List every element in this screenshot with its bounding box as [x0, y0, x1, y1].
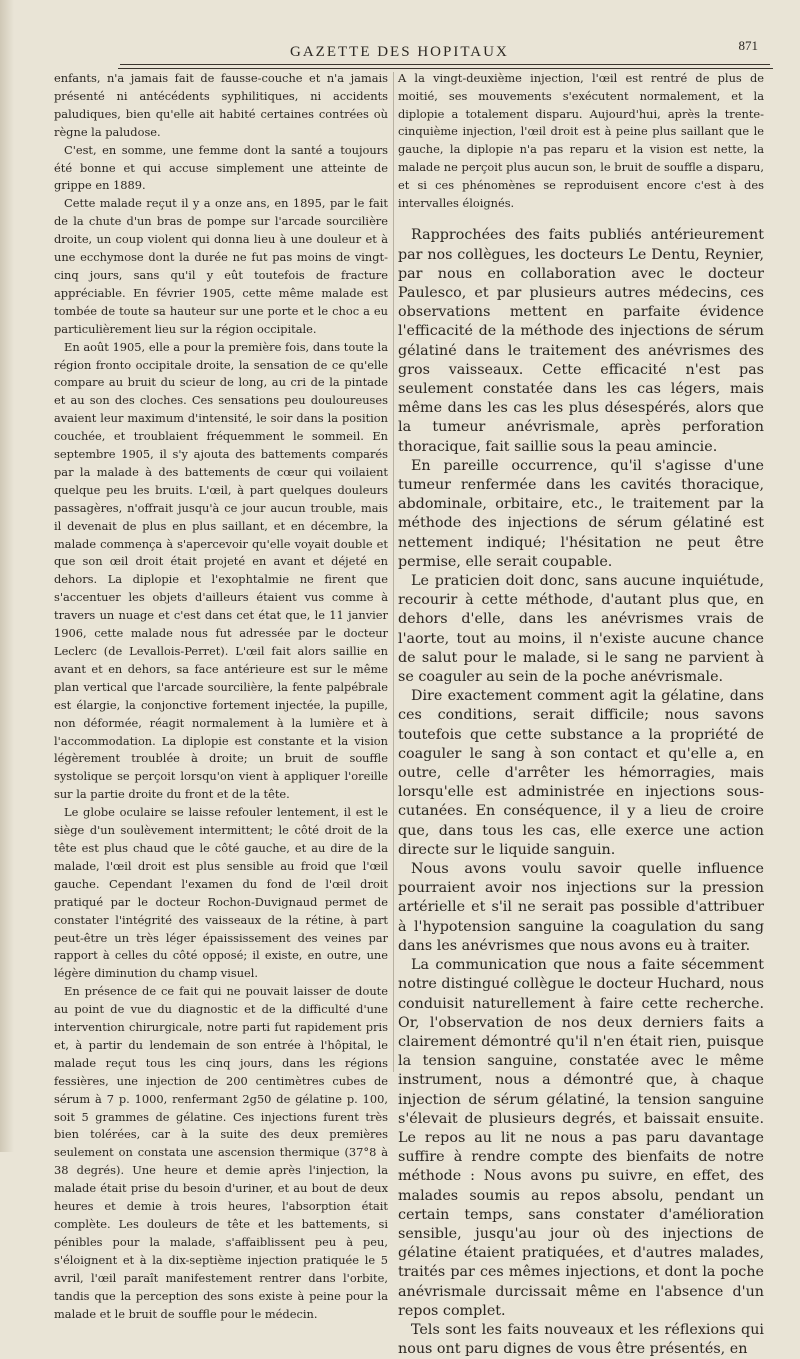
paragraph: En présence de ce fait qui ne pouvait laisser de doute au point de vue du diagnostic et de la difficulté d'une intervention chirurgicale, notre parti fut rapidement pris et, à partir du lendemain de son entrée à l'hôpital, le malade reçut tous les cinq jours, dans les régions fessières, une injection de 200 centimètres cubes de sérum à 7 p. 1000, renfermant 2g50 de gélatine p. 100, soit 5 grammes de gélatine. Ces injections furent très bien tolérées, car à la suite des deux premières seulement on constata une ascension thermique (37°8 à 38 degrés). Une heure et demie après l'injection, la malade était prise du besoin d'uriner, et au bout de deux heures et demie à trois heures, l'absorption était complète. Les douleurs de tête et les battements, si pénibles pour la malade, s'affaiblissent peu à peu, s'éloignent et à la dix-septième injection pratiquée le 5 avril, l'œil paraît manifestement rentrer dans l'orbite, tandis que la perception des sons existe à peine pour la malade et le bruit de souffle pour le médecin.: [54, 984, 388, 1321]
paragraph: Dire exactement comment agit la gélatine, dans ces conditions, serait difficile; nous savons toutefois que cette substance a la propriété de coaguler le sang à son contact et qu'elle a, en outre, celle d'arrêter les hémorragies, mais lorsqu'elle est administrée en injections sous-cutanées. En conséquence, il y a lieu de croire que, dans tous les cas, elle exerce une action directe sur le liquide sanguin.: [398, 688, 764, 858]
page-header: [40, 38, 770, 66]
header-rule: [120, 64, 770, 65]
paragraph: Le globe oculaire se laisse refouler lentement, il est le siège d'un soulèvement intermittent; le côté droit de la tête est plus chaud que le côté gauche, et au dire de la malade, l'œil droit est plus sensible au froid que l'œil gauche. Cependant l'examen du fond de l'œil droit pratiqué par le docteur Rochon-Duvignaud permet de constater l'intégrité des vaisseaux de la rétine, à part peut-être un très léger épaississement des veines par rapport à celles du côté opposé; il existe, en outre, une légère diminution du champ visuel.: [54, 805, 388, 981]
column-divider: [393, 72, 394, 1072]
paragraph: Rapprochées des faits publiés antérieurement par nos collègues, les docteurs Le Dentu, Reynier, par nous en collaboration avec le docteur Paulesco, et par plusieurs autres médecins, ces observations mettent en parfaite évidence l'efficacité de la méthode des injections de sérum gélatiné dans le traitement des anévrismes des gros vaisseaux. Cette efficacité n'est pas seulement constatée dans les cas légers, mais même dans les cas les plus désespérés, alors que la tumeur anévrismale, après perforation thoracique, fait saillie sous la peau amincie.: [398, 227, 764, 455]
paragraph: C'est, en somme, une femme dont la santé a toujours été bonne et qui accuse simplement une atteinte de grippe en 1889.: [54, 142, 388, 193]
paragraph: En août 1905, elle a pour la première fois, dans toute la région fronto occipitale droite, la sensation de ce qu'elle compare au bruit du scieur de long, au cri de la pintade et au son des cloches. Ces sensations peu douloureuses avaient leur maximum d'intensité, le soir dans la position couchée, et troublaient fréquemment le sommeil. En septembre 1905, il s'y ajouta des battements comparés par la malade à des battements de cœur qui voilaient quelque peu les bruits. L'œil, à part quelques douleurs passagères, n'offrait jusqu'à ce jour aucun trouble, mais il devenait de plus en plus saillant, et en décembre, la malade commença à s'apercevoir qu'elle voyait double et que son œil droit était projeté en avant et déjeté en dehors. La diplopie et l'exophtalmie ne firent que s'accentuer les objets d'ailleurs étaient vus comme à travers un nuage et c'est dans cet état que, le 11 janvier 1906, cette malade nous fut adressée par le docteur Leclerc (de Levallois-Perret). L'œil fait alors saillie en avant et en dehors, sa face antérieure est sur le même plan vertical que l'arcade sourcilière, la fente palpébrale est élargie, la conjonctive fortement injectée, la pupille, non déformée, réagit normalement à la lumière et à l'accommodation. La diplopie est constante et la vision légèrement troublée à droite; un bruit de souffle systolique se perçoit lorsqu'on vient à appliquer l'oreille sur la partie droite du front et de la tête.: [54, 339, 388, 802]
paragraph: A la vingt-deuxième injection, l'œil est rentré de plus de moitié, ses mouvements s'exécutent normalement, et la diplopie a totalement disparu. Aujourd'hui, après la trente-cinquième injection, l'œil droit est à peine plus saillant que le gauche, la diplopie n'a pas reparu et la vision est nette, la malade ne perçoit plus aucun son, le bruit de souffle a disparu, et si ces phénomènes se reproduisent encore c'est à des intervalles éloignés.: [398, 71, 764, 210]
paragraph: Le praticien doit donc, sans aucune inquiétude, recourir à cette méthode, d'autant plus que, en dehors d'elle, dans les anévrismes vrais de l'aorte, tout au moins, il n'existe aucune chance de salut pour le malade, si le sang ne parvient à se coaguler au sein de la poche anévrismale.: [398, 573, 764, 686]
paragraph: Cette malade reçut il y a onze ans, en 1895, par le fait de la chute d'un bras de pompe sur l'arcade sourcilière droite, un coup violent qui donna lieu à une douleur et à une ecchymose dont la durée ne fut pas moins de vingt-cinq jours, sans qu'il y eût toutefois de fracture appréciable. En février 1905, cette même malade est tombée de toute sa hauteur sur une porte et le choc a eu particulièrement lieu sur la région occipitale.: [54, 196, 388, 336]
left-column: [54, 70, 388, 1323]
page-number: 871: [738, 38, 758, 53]
paragraph: enfants, n'a jamais fait de fausse-couche et n'a jamais présenté ni antécédents syphilitiques, ni accidents paludiques, bien qu'elle ait habité certaines contrées où règne la paludose.: [54, 71, 388, 139]
right-column: [398, 70, 764, 1359]
header-rule-second: [118, 68, 773, 69]
paragraph: Tels sont les faits nouveaux et les réflexions qui nous ont paru dignes de vous être présentés, en: [398, 1321, 764, 1358]
paragraph: En pareille occurrence, qu'il s'agisse d'une tumeur renfermée dans les cavités thoracique, abdominale, orbitaire, etc., le traitement par la méthode des injections de sérum gélatiné est nettement indiqué; l'hésitation ne peut être permise, elle serait coupable.: [398, 457, 764, 570]
running-title: GAZETTE DES HOPITAUX: [290, 44, 509, 60]
paragraph: Nous avons voulu savoir quelle influence pourraient avoir nos injections sur la pression artérielle et s'il ne serait pas possible d'attribuer à l'hypotension sanguine la coagulation du sang dans les anévrismes que nous avons eu à traiter.: [398, 861, 764, 954]
paragraph: La communication que nous a faite sécemment notre distingué collègue le docteur Huchard, nous conduisit naturellement à faire cette recherche. Or, l'observation de nos deux derniers faits a clairement démontré qu'il n'en était rien, puisque la tension sanguine, constatée avec le même instrument, nous a démontré que, à chaque injection de sérum gélatiné, la tension sanguine s'élevait de plusieurs degrés, et baissait ensuite. Le repos au lit ne nous a pas paru davantage suffire à rendre compte des bienfaits de notre méthode : Nous avons pu suivre, en effet, des malades soumis au repos absolu, pendant un certain temps, sans constater d'amélioration sensible, jusqu'au jour où des injections de gélatine étaient pratiquées, et d'autres malades, traités par ces mêmes injections, et dont la poche anévrismale durcissait même en l'absence d'un repos complet.: [398, 957, 764, 1319]
binding-shadow: [0, 0, 14, 1152]
